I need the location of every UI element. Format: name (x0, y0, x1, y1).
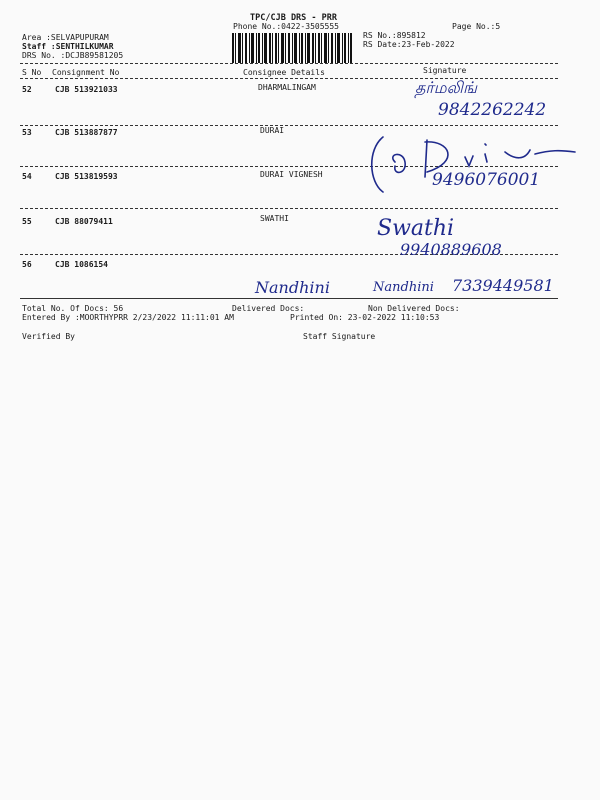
col-header-sno: S No (22, 68, 42, 77)
phone-number: Phone No.:0422-3505555 (233, 22, 339, 31)
row-consignee: DURAI VIGNESH (260, 170, 323, 179)
row-sno: 53 (22, 128, 32, 137)
signature-row52-phone: 9842262242 (438, 100, 547, 120)
barcode-image (232, 33, 352, 63)
row-divider (20, 208, 558, 209)
signature-row53-scribble (365, 132, 580, 202)
row-consignment: CJB 88079411 (55, 217, 113, 226)
area-label: Area :SELVAPUPURAM (22, 33, 109, 42)
header-top-rule (20, 63, 558, 64)
header-bottom-rule (20, 78, 558, 79)
row-consignment: CJB 513887877 (55, 128, 118, 137)
row-consignment: CJB 1086154 (55, 260, 108, 269)
row-sno: 55 (22, 217, 32, 226)
printed-on: Printed On: 23-02-2022 11:10:53 (290, 313, 440, 322)
row-divider (20, 125, 558, 126)
row-sno: 54 (22, 172, 32, 181)
row-consignment: CJB 513819593 (55, 172, 118, 181)
entered-by: Entered By :MOORTHYPRR 2/23/2022 11:11:01 AM (22, 313, 234, 322)
document-title: TPC/CJB DRS - PRR (250, 13, 337, 23)
delivered-docs: Delivered Docs: (232, 304, 305, 313)
verified-by-label: Verified By (22, 332, 75, 341)
col-header-signature: Signature (423, 66, 467, 75)
row-sno: 52 (22, 85, 32, 94)
signature-row55-phone: 9940889608 (400, 240, 502, 259)
signature-row56-phone: 7339449581 (452, 276, 554, 295)
row-consignee: DURAI (260, 126, 285, 135)
row-consignee: DHARMALINGAM (258, 83, 316, 92)
row-consignment: CJB 513921033 (55, 85, 118, 94)
rs-number: RS No.:895812 (363, 31, 426, 40)
col-header-consignment: Consignment No (52, 68, 120, 77)
staff-label: Staff :SENTHILKUMAR (22, 42, 114, 51)
row-consignee: SWATHI (260, 214, 289, 223)
table-bottom-rule (20, 298, 558, 299)
staff-signature-label: Staff Signature (303, 332, 376, 341)
signature-row56-name2: Nandhini (373, 280, 434, 295)
rs-date: RS Date:23-Feb-2022 (363, 40, 455, 49)
signature-row55-name: Swathi (377, 216, 455, 241)
signature-row54-phone: 9496076001 (432, 170, 541, 190)
drs-number: DRS No. :DCJB89581205 (22, 51, 124, 60)
signature-row52-name: தர்மலிங் (415, 78, 477, 97)
col-header-consignee: Consignee Details (243, 68, 325, 77)
signature-row56-name: Nandhini (255, 278, 330, 297)
row-sno: 56 (22, 260, 32, 269)
page-number: Page No.:5 (452, 22, 501, 31)
non-delivered-docs: Non Delivered Docs: (368, 304, 460, 313)
total-docs: Total No. Of Docs: 56 (22, 304, 124, 313)
